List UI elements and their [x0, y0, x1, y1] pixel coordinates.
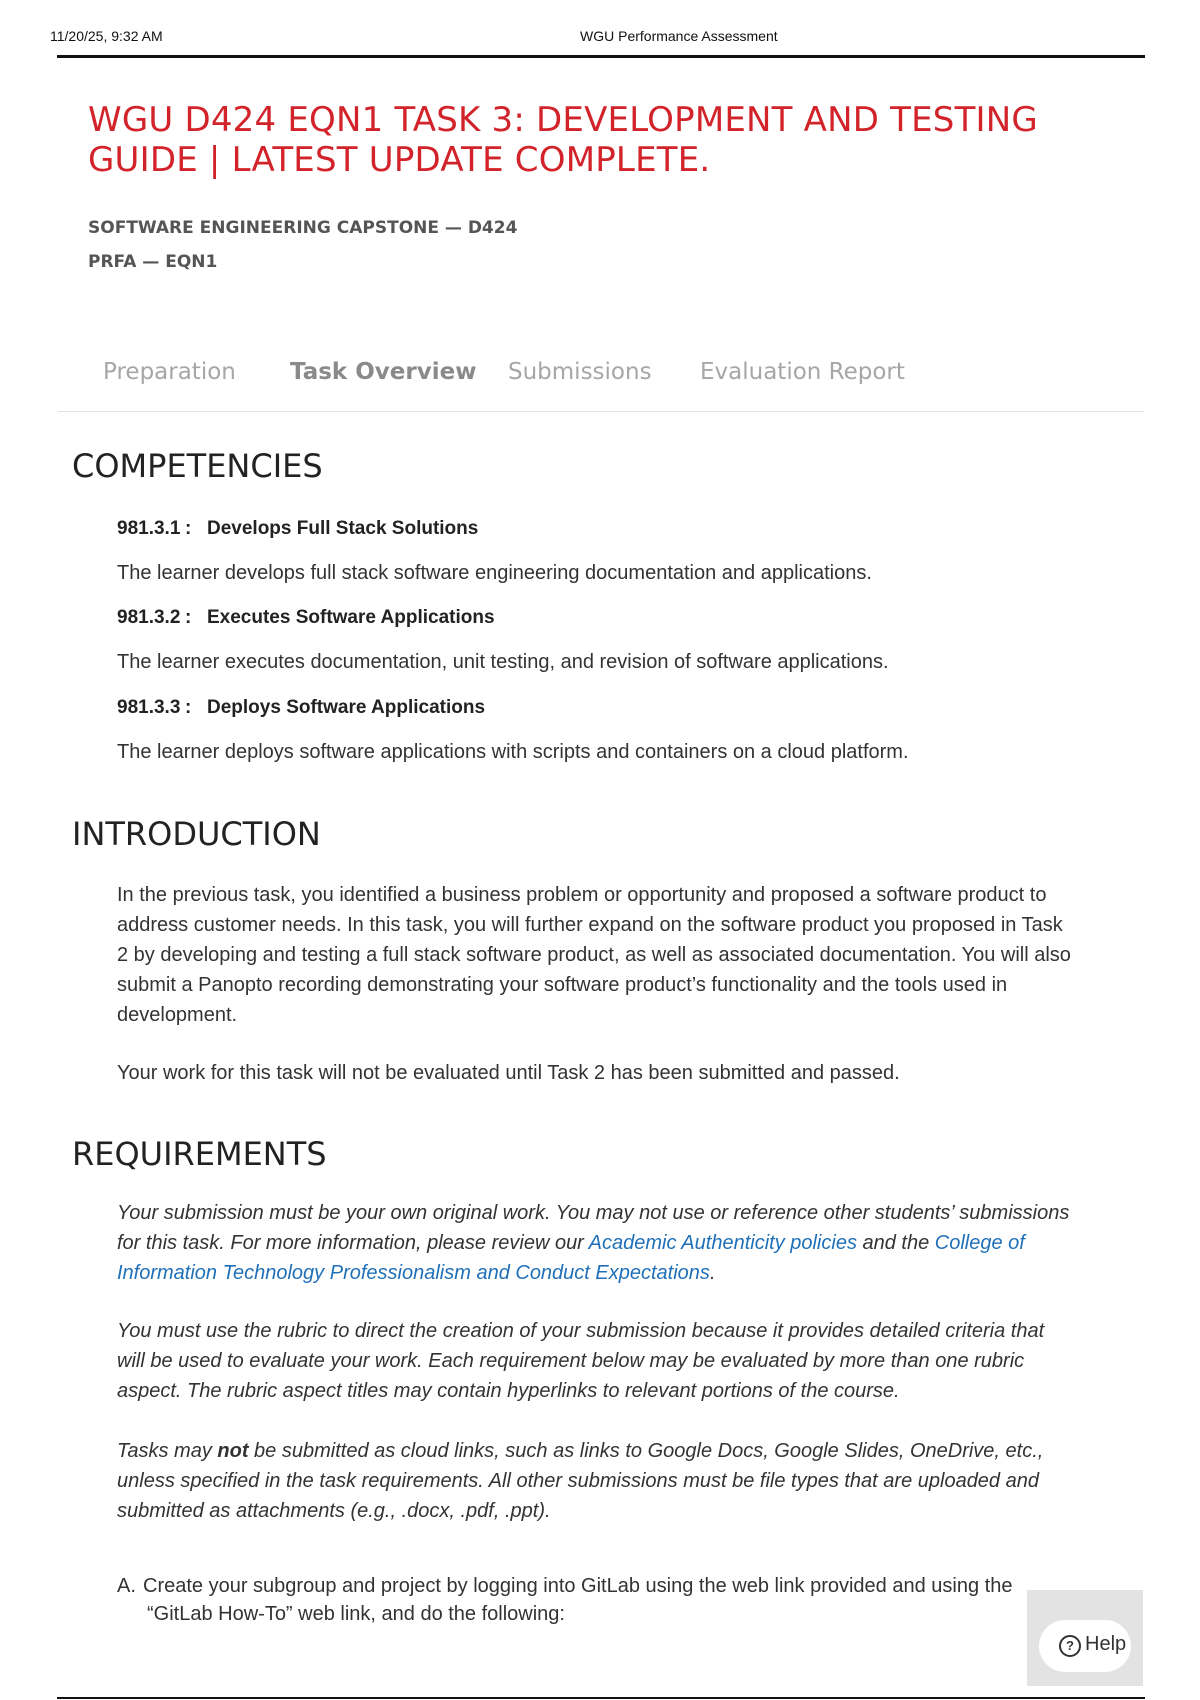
- introduction-paragraph: In the previous task, you identified a business problem or opportunity and proposed a software product to address customer needs. In this task, you will further expand on the software product you proposed in Task 2 by developing and testing a full stack software product, as well as associated documentation. You will also submit a Panopto recording demonstrating your software product’s functionality and the tools used in development.: [117, 884, 1071, 1026]
- conduct-expectations-link[interactable]: College of Information Technology Professionalism and Conduct Expectations: [117, 1232, 1025, 1284]
- tab-preparation[interactable]: Preparation: [103, 359, 236, 385]
- assessment-code: PRFA — EQN1: [88, 252, 218, 272]
- paragraph-text: and the: [856, 1232, 935, 1254]
- authenticity-paragraph: [117, 1198, 1077, 1288]
- paragraph-text: .: [709, 1262, 716, 1284]
- help-circle-icon: ?: [1059, 1635, 1081, 1657]
- help-label: Help: [1085, 1633, 1127, 1655]
- tab-submissions[interactable]: Submissions: [508, 359, 652, 385]
- header-divider: [57, 55, 1145, 58]
- introduction-note: Your work for this task will not be evaluated until Task 2 has been submitted and passed.: [117, 1062, 900, 1084]
- course-name: SOFTWARE ENGINEERING CAPSTONE — D424: [88, 218, 518, 238]
- paragraph-text: Your submission must be your own original work. You may not use or reference other students’ submissions for this task. For more information, please review our: [117, 1202, 1070, 1254]
- competency-code: 981.3.3: [117, 697, 181, 718]
- competency-description: The learner develops full stack software engineering documentation and applications.: [117, 562, 872, 584]
- requirement-item-a: [117, 1572, 1067, 1628]
- competency-name: Develops Full Stack Solutions: [207, 518, 479, 539]
- tab-bar: [58, 355, 1144, 412]
- help-button[interactable]: [1027, 1590, 1143, 1686]
- requirements-heading: REQUIREMENTS: [72, 1135, 327, 1173]
- tab-task-overview[interactable]: Task Overview: [290, 359, 477, 385]
- rubric-paragraph: You must use the rubric to direct the creation of your submission because it provides detailed criteria that will be used to evaluate your work. Each requirement below may be evaluated by more than one rubric aspect. The rubric aspect titles may contain hyperlinks to relevant portions of the course.: [117, 1320, 1045, 1402]
- competencies-heading: COMPETENCIES: [72, 447, 323, 485]
- page-title: WGU D424 EQN1 TASK 3: DEVELOPMENT AND TESTING GUIDE | LATEST UPDATE COMPLETE.: [88, 100, 1038, 180]
- competency-code: 981.3.2: [117, 607, 181, 628]
- introduction-heading: INTRODUCTION: [72, 815, 321, 853]
- competency-name: Executes Software Applications: [207, 607, 495, 628]
- cloud-links-paragraph: [117, 1436, 1077, 1526]
- list-marker: A.: [117, 1575, 136, 1597]
- paragraph-text: be submitted as cloud links, such as links to Google Docs, Google Slides, OneDrive, etc., unless specified in the task requirements. All other submissions must be file types that are uploaded and submitted as attachments (e.g., .docx, .pdf, .ppt).: [117, 1440, 1044, 1522]
- help-pill[interactable]: [1039, 1620, 1131, 1672]
- tab-evaluation-report[interactable]: Evaluation Report: [700, 359, 905, 385]
- academic-authenticity-link[interactable]: Academic Authenticity policies: [588, 1232, 857, 1254]
- competency-code: 981.3.1: [117, 518, 181, 539]
- emphasis-text: not: [217, 1440, 249, 1462]
- print-header: [50, 28, 1146, 56]
- requirement-text: Create your subgroup and project by logging into GitLab using the web link provided and using the: [143, 1575, 1013, 1597]
- print-title: WGU Performance Assessment: [580, 28, 778, 44]
- competency-title: 981.3.2 : Executes Software Applications: [117, 607, 495, 628]
- print-timestamp: 11/20/25, 9:32 AM: [50, 28, 163, 44]
- competency-title: 981.3.3 : Deploys Software Applications: [117, 697, 486, 718]
- requirement-text: “GitLab How-To” web link, and do the following:: [147, 1603, 565, 1625]
- competency-title: 981.3.1 : Develops Full Stack Solutions: [117, 518, 479, 539]
- competency-name: Deploys Software Applications: [207, 697, 486, 718]
- footer-divider: [57, 1697, 1145, 1699]
- competency-description: The learner deploys software applications with scripts and containers on a cloud platform.: [117, 741, 909, 763]
- paragraph-text: Tasks may: [117, 1440, 218, 1462]
- competency-description: The learner executes documentation, unit testing, and revision of software applications.: [117, 651, 889, 673]
